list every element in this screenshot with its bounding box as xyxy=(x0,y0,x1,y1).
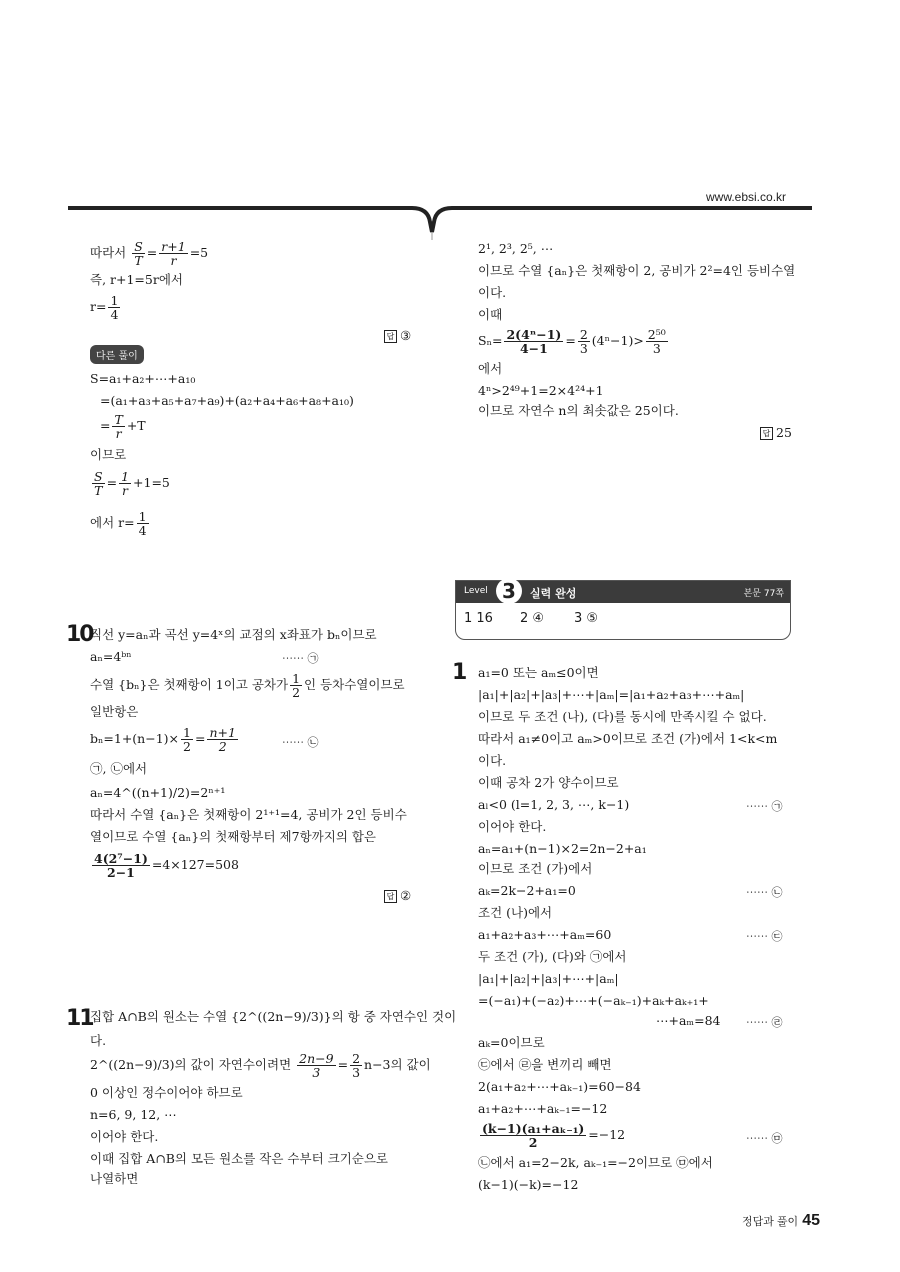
level-label: Level xyxy=(464,586,488,596)
page-number: 45 xyxy=(802,1212,820,1229)
text-line: 이때 xyxy=(478,307,503,322)
text-line: (k−1)(−k)=−12 xyxy=(478,1177,579,1192)
answer-icon: 답 xyxy=(384,330,397,343)
text-line: aₙ=4ᵇⁿ xyxy=(90,649,132,664)
text-line: 2(a₁+a₂+⋯+aₖ₋₁)=60−84 xyxy=(478,1079,641,1094)
text-line: aₗ<0 (l=1, 2, 3, ⋯, k−1) xyxy=(478,797,630,812)
text-line: |a₁|+|a₂|+|a₃|+⋯+|aₘ|=|a₁+a₂+a₃+⋯+aₘ| xyxy=(478,687,745,702)
text-line: bₙ=1+(n−1)× $\frac{1}{2}$ = $\frac{n+1}{2}$ xyxy=(90,725,236,754)
text-line: S=a₁+a₂+⋯+a₁₀ xyxy=(90,371,196,386)
equation-marker: ⋯⋯ ㉡ xyxy=(746,886,783,899)
level-number: 3 xyxy=(496,578,522,604)
equation-marker: ⋯⋯ ㉠ xyxy=(282,652,319,665)
text-line: 직선 y=aₙ과 곡선 y=4ˣ의 교점의 x좌표가 bₙ이므로 xyxy=(90,627,377,642)
text-line: 에서 xyxy=(478,361,503,376)
answer-mark: 답 25 xyxy=(760,425,792,440)
problem-number: 11 xyxy=(66,1006,93,1031)
text-line: 따라서 $\frac{S}{T}$ = $\frac{r+1}{r}$ =5 xyxy=(90,239,209,268)
text-line: 이때 집합 A∩B의 모든 원소를 작은 수부터 크기순으로 xyxy=(90,1151,389,1166)
text-line: 열이므로 수열 {aₙ}의 첫째항부터 제7항까지의 합은 xyxy=(90,829,377,844)
equation-marker: ⋯⋯ ㉣ xyxy=(746,1016,783,1029)
text-line: ㉢에서 ㉣을 변끼리 빼면 xyxy=(478,1057,612,1072)
header-rule xyxy=(0,0,900,240)
text-line: 이므로 xyxy=(90,447,127,462)
text-line: a₁+a₂+⋯+aₖ₋₁=−12 xyxy=(478,1101,608,1116)
text-line: 집합 A∩B의 원소는 수열 {2^((2n−9)/3)}의 항 중 자연수인 것이 xyxy=(90,1009,457,1024)
text-line: n=6, 9, 12, ⋯ xyxy=(90,1107,177,1122)
equation-marker: ⋯⋯ ㉠ xyxy=(746,800,783,813)
text-line: 이다. xyxy=(478,285,507,300)
text-line: aₙ=a₁+(n−1)×2=2n−2+a₁ xyxy=(478,841,647,856)
text-line: 이어야 한다. xyxy=(90,1129,159,1144)
page-footer xyxy=(742,1212,820,1230)
text-line: 이다. xyxy=(478,753,507,768)
text-line: 2¹, 2³, 2⁵, ⋯ xyxy=(478,241,554,256)
answer-icon: 답 xyxy=(384,890,397,903)
answer-mark: 답 ③ xyxy=(384,328,411,343)
footer-label: 정답과 풀이 xyxy=(742,1216,799,1228)
text-line: ⋯+aₘ=84 xyxy=(656,1013,721,1028)
text-line: a₁=0 또는 aₘ≤0이면 xyxy=(478,665,599,680)
answer-icon: 답 xyxy=(760,427,773,440)
text-line: 2^((2n−9)/3)의 값이 자연수이려면 $\frac{2n-9}{3}$ = $\frac{2}{3}$ n−3의 값이 xyxy=(90,1051,431,1080)
text-line: 4ⁿ>2⁴⁹+1=2×4²⁴+1 xyxy=(478,383,604,398)
text-line: 조건 (나)에서 xyxy=(478,905,553,920)
text-line: Sₙ= $\frac{\text{2(4ⁿ−1)}}{4-1}$ = $\frac{2}{3}$ (4ⁿ−1)> $\frac{\text{2⁵⁰}}{3}$ xyxy=(478,327,666,356)
text-line: $\frac{\text{4(2⁷−1)}}{2-1}$ =4×127=508 xyxy=(94,851,239,880)
text-line: aₙ=4^((n+1)/2)=2ⁿ⁺¹ xyxy=(90,785,226,800)
text-line: r= $\frac{1}{4}$ xyxy=(90,293,119,322)
text-line: 따라서 a₁≠0이고 aₘ>0이므로 조건 (가)에서 1<k<m xyxy=(478,731,778,746)
text-line: =(−a₁)+(−a₂)+⋯+(−aₖ₋₁)+aₖ+aₖ₊₁+ xyxy=(478,993,709,1008)
text-line: aₖ=2k−2+a₁=0 xyxy=(478,883,576,898)
text-line: = $\frac{T}{r}$ +T xyxy=(100,412,146,441)
text-line: |a₁|+|a₂|+|a₃|+⋯+|aₘ| xyxy=(478,971,619,986)
answer-mark: 답 ② xyxy=(384,888,411,903)
text-line: $\frac{\text{(k−1)(a₁+aₖ₋₁)}}{2}$ =−12 xyxy=(482,1121,626,1150)
text-line: 다. xyxy=(90,1033,107,1048)
text-line: 두 조건 (가), (다)와 ㉠에서 xyxy=(478,949,627,964)
equation-marker: ⋯⋯ ㉤ xyxy=(746,1132,783,1145)
level-header xyxy=(456,581,790,603)
text-line: 이므로 두 조건 (나), (다)를 동시에 만족시킬 수 없다. xyxy=(478,709,767,724)
text-line: 따라서 수열 {aₙ}은 첫째항이 2¹⁺¹=4, 공비가 2인 등비수 xyxy=(90,807,407,822)
text-line: ㉡에서 a₁=2−2k, aₖ₋₁=−2이므로 ㉤에서 xyxy=(478,1155,713,1170)
text-line: 일반항은 xyxy=(90,704,139,719)
text-line: 수열 {bₙ}은 첫째항이 1이고 공차가 $\frac{1}{2}$ 인 등차수열이므로 xyxy=(90,671,405,700)
text-line: ㉠, ㉡에서 xyxy=(90,761,148,776)
text-line: =(a₁+a₃+a₅+a₇+a₉)+(a₂+a₄+a₆+a₈+a₁₀) xyxy=(100,393,354,408)
level-answer: 2 ④ xyxy=(520,611,545,626)
text-line: aₖ=0이므로 xyxy=(478,1035,545,1050)
text-line: 나열하면 xyxy=(90,1171,139,1186)
text-line: 이때 공차 2가 양수이므로 xyxy=(478,775,619,790)
text-line: a₁+a₂+a₃+⋯+aₘ=60 xyxy=(478,927,612,942)
equation-marker: ⋯⋯ ㉢ xyxy=(746,930,783,943)
alt-solution-tag: 다른 풀이 xyxy=(90,345,144,364)
text-line: 에서 r= $\frac{1}{4}$ xyxy=(90,509,147,538)
level-answer: 3 ⑤ xyxy=(574,611,599,626)
text-line: $\frac{S}{T}$ = $\frac{1}{r}$ +1=5 xyxy=(94,469,170,498)
text-line: 이므로 수열 {aₙ}은 첫째항이 2, 공비가 2²=4인 등비수열 xyxy=(478,263,796,278)
text-line: 즉, r+1=5r에서 xyxy=(90,272,183,287)
text-line: 0 이상인 정수이어야 하므로 xyxy=(90,1085,243,1100)
problem-number: 1 xyxy=(452,660,466,685)
level-page-ref: 본문 77쪽 xyxy=(743,589,784,599)
text-line: 이므로 자연수 n의 최솟값은 25이다. xyxy=(478,403,679,418)
text-line: 이어야 한다. xyxy=(478,819,547,834)
text-line: 이므로 조건 (가)에서 xyxy=(478,861,593,876)
level-answer-box xyxy=(455,580,791,640)
equation-marker: ⋯⋯ ㉡ xyxy=(282,736,319,749)
level-title: 실력 완성 xyxy=(530,587,577,600)
problem-number: 10 xyxy=(66,622,93,647)
level-answer: 1 16 xyxy=(464,611,493,626)
site-url: www.ebsi.co.kr xyxy=(706,190,787,204)
